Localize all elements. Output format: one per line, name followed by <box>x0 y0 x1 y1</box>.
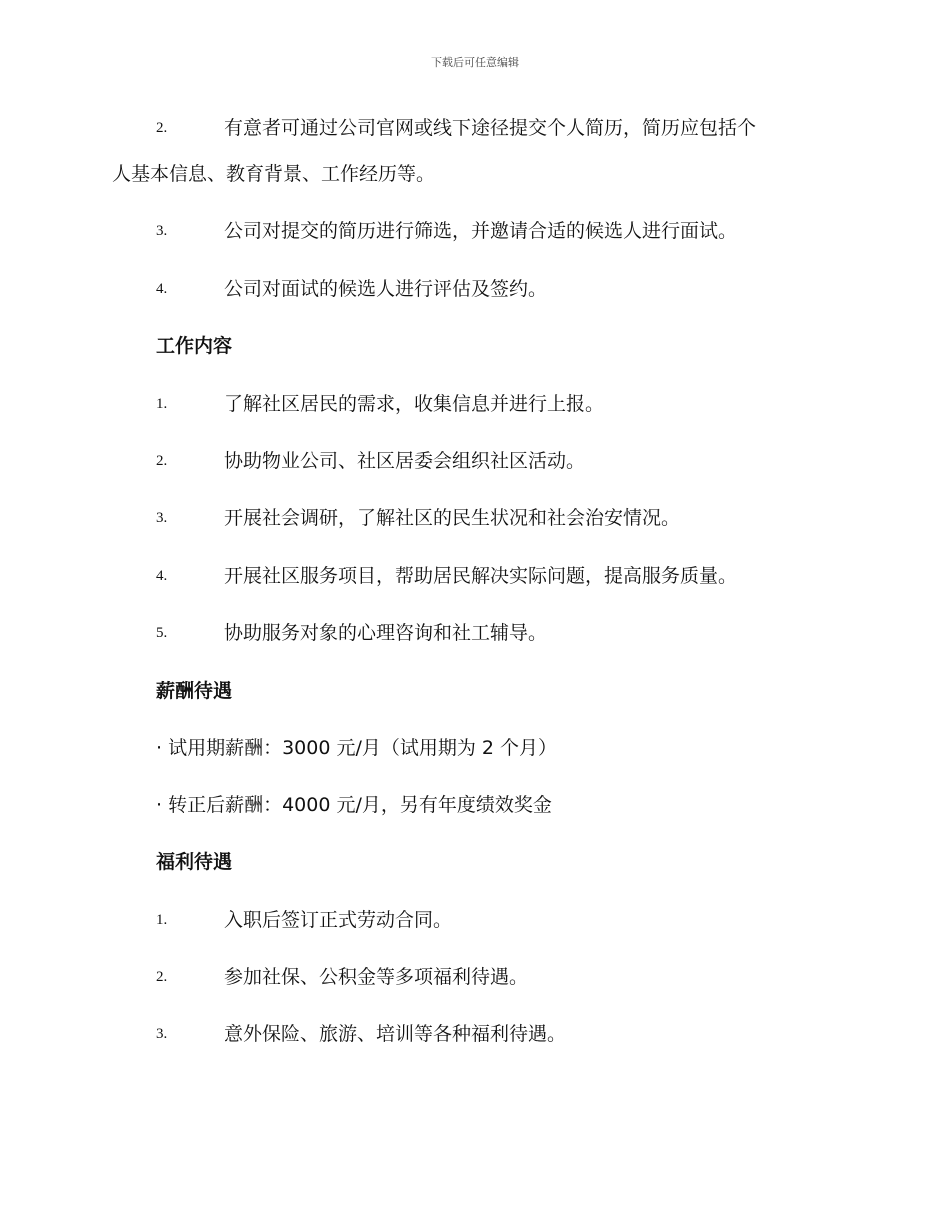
list-item <box>0 618 950 648</box>
list-item-number: 2. <box>156 969 168 985</box>
list-item-number: 1. <box>156 396 168 412</box>
list-item-text: 协助服务对象的心理咨询和社工辅导。 <box>224 622 548 644</box>
bullet-item: · 试用期薪酬：3000 元/月（试用期为 2 个月） <box>156 737 558 759</box>
list-item <box>0 905 950 935</box>
list-item-text: 入职后签订正式劳动合同。 <box>224 909 453 931</box>
list-item <box>0 274 950 304</box>
list-item-text: 开展社区服务项目，帮助居民解决实际问题，提高服务质量。 <box>224 565 738 587</box>
list-item-number: 3. <box>156 510 168 526</box>
section-heading-work: 工作内容 <box>156 335 233 357</box>
list-item <box>0 216 950 246</box>
list-item-text: 了解社区居民的需求，收集信息并进行上报。 <box>224 393 605 415</box>
bullet-item: · 转正后薪酬：4000 元/月，另有年度绩效奖金 <box>156 794 552 816</box>
list-item-text: 参加社保、公积金等多项福利待遇。 <box>224 966 529 988</box>
list-item <box>0 446 950 476</box>
list-item <box>0 1019 950 1049</box>
list-item-number: 2. <box>156 120 168 136</box>
list-item <box>0 503 950 533</box>
list-item-text: 公司对提交的简历进行筛选，并邀请合适的候选人进行面试。 <box>224 220 738 242</box>
list-item-number: 5. <box>156 625 168 641</box>
list-item-number: 4. <box>156 281 168 297</box>
list-item-number: 2. <box>156 453 168 469</box>
list-item-number: 1. <box>156 912 168 928</box>
list-item-text-continuation: 人基本信息、教育背景、工作经历等。 <box>112 163 436 185</box>
list-item <box>0 389 950 419</box>
list-item-number: 3. <box>156 1026 168 1042</box>
section-heading-benefits: 福利待遇 <box>156 851 233 873</box>
section-heading-salary: 薪酬待遇 <box>156 680 233 702</box>
list-item-text: 有意者可通过公司官网或线下途径提交个人简历，简历应包括个 <box>224 117 757 139</box>
list-item-text: 开展社会调研，了解社区的民生状况和社会治安情况。 <box>224 507 681 529</box>
list-item-text: 公司对面试的候选人进行评估及签约。 <box>224 278 548 300</box>
list-item-text: 意外保险、旅游、培训等各种福利待遇。 <box>224 1023 567 1045</box>
list-item-number: 3. <box>156 223 168 239</box>
page-header: 下载后可任意编辑 <box>431 56 519 69</box>
list-item-text: 协助物业公司、社区居委会组织社区活动。 <box>224 450 586 472</box>
list-item <box>0 962 950 992</box>
list-item-number: 4. <box>156 568 168 584</box>
list-item <box>0 561 950 591</box>
